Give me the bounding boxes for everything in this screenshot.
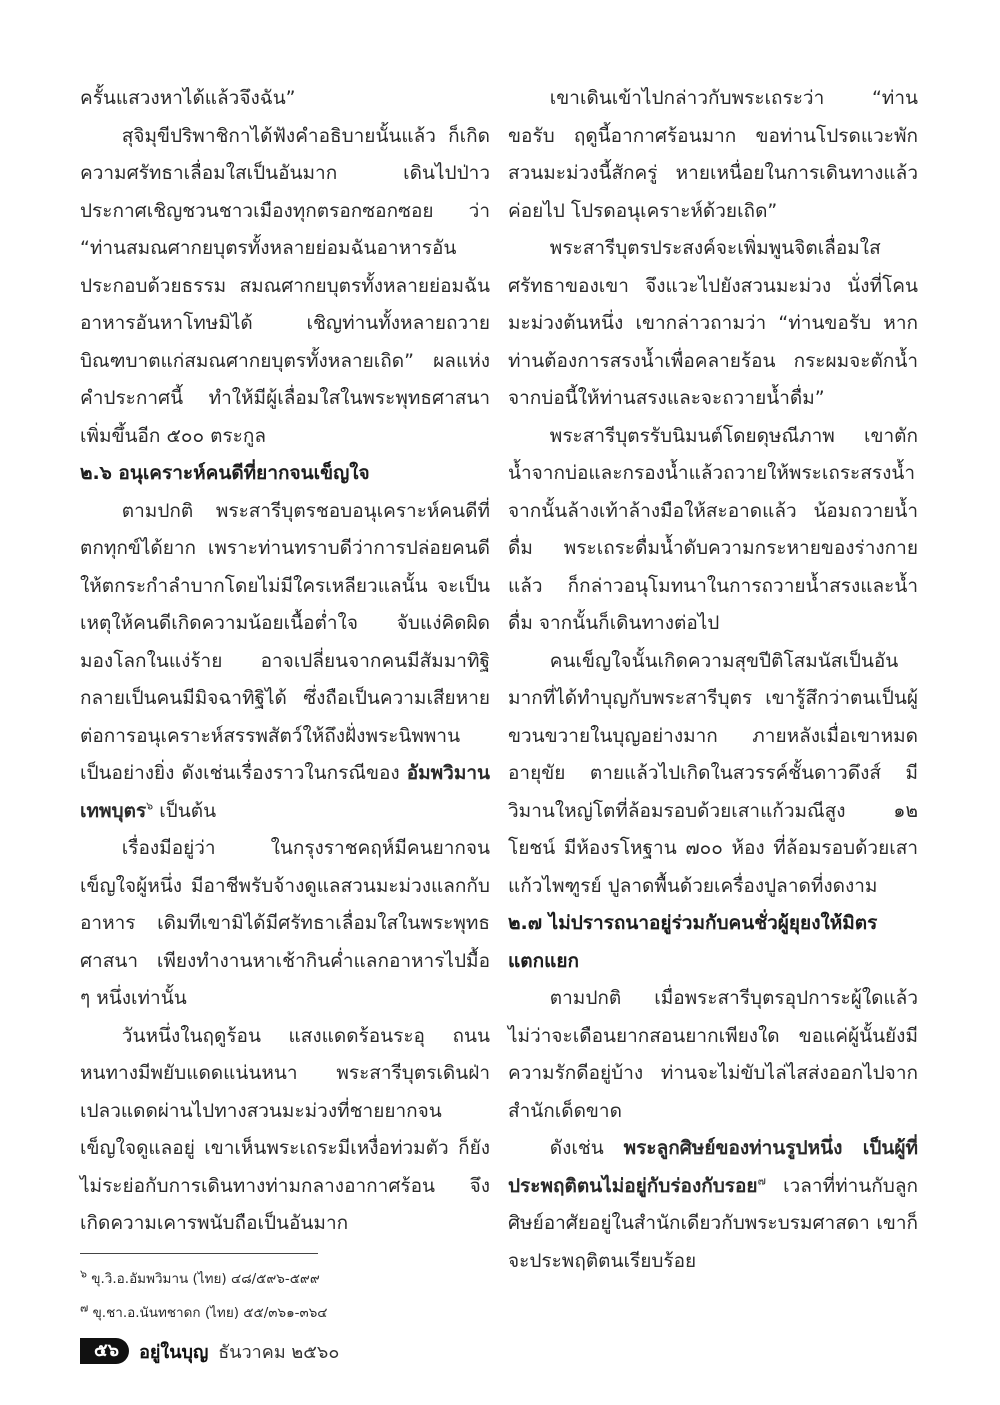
page-footer [80,1338,339,1364]
footnotes [80,1262,500,1330]
issue-date: ธันวาคม ๒๕๖๐ [218,1341,340,1363]
bold-term: อัมพวิมานเทพบุตร [80,762,491,822]
paragraph: พระสารีบุตรประสงค์จะเพิ่มพูนจิตเลื่อมใสศรัทธาของเขา จึงแวะไปยังสวนมะม่วง นั่งที่โคนมะม่วงต้นหนึ่ง เขากล่าวถามว่า “ท่านขอรับ หากท่านต้องการสรงน้ำเพื่อคลายร้อน กระผมจะตักน้ำจากบ่อนี้ให้ท่านสรงและจะถวายน้ำดื่ม” [508,237,918,409]
footnote-marker: ๖ [146,799,154,813]
paragraph: เขาเดินเข้าไปกล่าวกับพระเถระว่า “ท่านขอรับ ฤดูนี้อากาศร้อนมาก ขอท่านโปรดแวะพักสวนมะม่วงนี้สักครู่ หายเหนื่อยในการเดินทางแล้วค่อยไป โปรดอนุเคราะห์ด้วยเถิด” [508,87,918,222]
paragraph: เรื่องมีอยู่ว่า ในกรุงราชคฤห์มีคนยากจนเข็ญใจผู้หนึ่ง มีอาชีพรับจ้างดูแลสวนมะม่วงแลกกับอาหาร เดิมทีเขามิได้มีศรัทธาเลื่อมใสในพระพุทธศาสนา เพียงทำงานหาเช้ากินค่ำแลกอาหารไปมื้อ ๆ หนึ่งเท่านั้น [80,837,490,1009]
paragraph: ตามปกติ เมื่อพระสารีบุตรอุปการะผู้ใดแล้ว ไม่ว่าจะเดือนยากสอนยากเพียงใด ขอแค่ผู้นั้นยังมีความรักดีอยู่บ้าง ท่านจะไม่ขับไล่ไสส่งออกไปจากสำนักเด็ดขาด [508,987,918,1122]
paragraph [80,493,490,831]
paragraph: พระสารีบุตรรับนิมนต์โดยดุษณีภาพ เขาตักน้ำจากบ่อและกรองน้ำแล้วถวายให้พระเถระสรงน้ำ จากนั้นล้างเท้าล้างมือให้สะอาดแล้ว น้อมถวายน้ำดื่ม พระเถระดื่มน้ำดับความกระหายของร่างกายแล้ว ก็กล่าวอนุโมทนาในการถวายน้ำสรงและน้ำดื่ม จากนั้นก็เดินทางต่อไป [508,424,918,634]
footnote-text: ขุ.ชา.อ.นันทชาดก (ไทย) ๕๕/๓๖๑-๓๖๔ [92,1305,328,1321]
left-column [80,80,490,1243]
footnote-number: ๗ [80,1301,89,1315]
magazine-name: อยู่ในบุญ [139,1341,209,1363]
right-column [508,80,918,1280]
paragraph-text: เป็นต้น [159,799,217,822]
page-number: ๕๖ [80,1338,129,1364]
paragraph-text: ตามปกติ พระสารีบุตรชอบอนุเคราะห์คนดีที่ตกทุกข์ได้ยาก เพราะท่านทราบดีว่าการปล่อยคนดีให้ตกระกำลำบากโดยไม่มีใครเหลียวแลนั้น จะเป็นเหตุให้คนดีเกิดความน้อยเนื้อต่ำใจ จับแง่คิดผิด มองโลกในแง่ร้าย อาจเปลี่ยนจากคนมีสัมมาทิฐิกลายเป็นคนมีมิจฉาทิฐิได้ ซึ่งถือเป็นความเสียหายต่อการอนุเคราะห์สรรพสัตว์ให้ถึงฝั่งพระนิพพานเป็นอย่างยิ่ง ดังเช่นเรื่องราวในกรณีของ [80,499,490,784]
bold-term: พระลูกศิษย์ของท่านรูปหนึ่ง เป็นผู้ที่ประพฤติตนไม่อยู่กับร่องกับรอย [508,1137,918,1197]
footnote-marker: ๗ [757,1174,766,1188]
paragraph: คนเข็ญใจนั้นเกิดความสุขปีติโสมนัสเป็นอันมากที่ได้ทำบุญกับพระสารีบุตร เขารู้สึกว่าตนเป็นผู้ขวนขวายในบุญอย่างมาก ภายหลังเมื่อเขาหมดอายุขัย ตายแล้วไปเกิดในสวรรค์ชั้นดาวดึงส์ มีวิมานใหญ่โตที่ล้อมรอบด้วยเสาแก้วมณีสูง ๑๒ โยชน์ มีห้องรโหฐาน ๗๐๐ ห้อง ที่ล้อมรอบด้วยเสาแก้วไพฑูรย์ ปูลาดพื้นด้วยเครื่องปูลาดที่งดงาม [508,649,918,897]
footnote-text: ขุ.วิ.อ.อัมพวิมาน (ไทย) ๔๘/๕๙๖-๕๙๙ [91,1271,320,1287]
paragraph: วันหนึ่งในฤดูร้อน แสงแดดร้อนระอุ ถนนหนทางมีพยับแดดแน่นหนา พระสารีบุตรเดินฝ่าเปลวแดดผ่านไปทางสวนมะม่วงที่ชายยากจนเข็ญใจดูแลอยู่ เขาเห็นพระเถระมีเหงื่อท่วมตัว ก็ยังไม่ระย่อกับการเดินทางท่ามกลางอากาศร้อน จึงเกิดความเคารพนับถือเป็นอันมาก [80,1024,490,1234]
footnote-divider [80,1253,318,1254]
paragraph-text: เวลาที่ท่านกับลูกศิษย์อาศัยอยู่ในสำนักเดียวกับพระบรมศาสดา เขาก็จะประพฤติตนเรียบร้อย [508,1174,918,1272]
paragraph [508,1130,918,1280]
paragraph-text: ดังเช่น [549,1137,604,1159]
footnote-number: ๖ [80,1267,87,1281]
section-heading: ๒.๗ ไม่ปรารถนาอยู่ร่วมกับคนชั่วผู้ยุยงให้มิตรแตกแยก [508,912,878,972]
paragraph: ครั้นแสวงหาได้แล้วจึงฉัน” [80,87,296,109]
footnote [80,1262,500,1296]
footnote [80,1296,500,1330]
paragraph: สุจิมุขีปริพาชิกาได้ฟังคำอธิบายนั้นแล้ว ก็เกิดความศรัทธาเลื่อมใสเป็นอันมาก เดินไปป่าวประกาศเชิญชวนชาวเมืองทุกตรอกซอกซอย ว่า “ท่านสมณศากยบุตรทั้งหลายย่อมฉันอาหารอันประกอบด้วยธรรม สมณศากยบุตรทั้งหลายย่อมฉันอาหารอันหาโทษมิได้ เชิญท่านทั้งหลายถวายบิณฑบาตแก่สมณศากยบุตรทั้งหลายเถิด” ผลแห่งคำประกาศนี้ ทำให้มีผู้เลื่อมใสในพระพุทธศาสนาเพิ่มขึ้นอีก ๕๐๐ ตระกูล [80,124,490,447]
section-heading: ๒.๖ อนุเคราะห์คนดีที่ยากจนเข็ญใจ [80,462,370,484]
